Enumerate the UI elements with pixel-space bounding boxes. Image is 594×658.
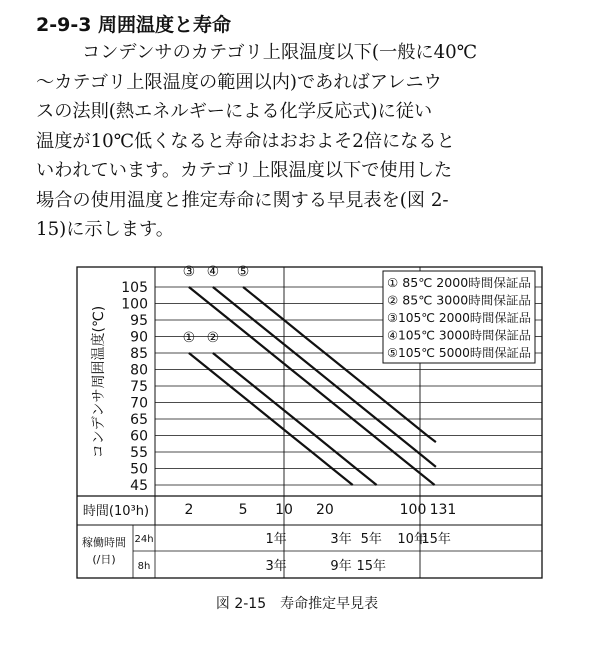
y-tick-label: 55 — [130, 445, 148, 461]
paragraph-line: 温度が10℃低くなると寿命はおおよそ2倍になると — [36, 130, 455, 152]
secondary-tick-label: 3年 — [265, 559, 287, 574]
secondary-tick-label: 1年 — [265, 532, 287, 547]
y-tick-label: 60 — [130, 428, 148, 445]
paragraph-line: 場合の使用温度と推定寿命に関する早見表を(図 2- — [36, 189, 449, 211]
secondary-tick-label: 5年 — [360, 532, 382, 547]
secondary-tick-label: 9年 — [330, 559, 352, 574]
y-tick-label: 100 — [121, 296, 148, 313]
section-heading: 2-9-3 周囲温度と寿命 — [36, 14, 232, 36]
paragraph-line: ～カテゴリ上限温度の範囲以内)であればアレニウ — [36, 71, 442, 93]
y-tick-label: 105 — [121, 280, 148, 296]
secondary-row-label: 8h — [137, 561, 151, 572]
y-tick-label: 45 — [130, 478, 148, 494]
y-tick-label: 95 — [130, 313, 148, 329]
secondary-tick-label: 15年 — [421, 532, 451, 547]
y-tick-label: 70 — [130, 395, 148, 412]
figure-caption: 図 2-15 寿命推定早見表 — [215, 596, 379, 612]
series-marker: ① — [182, 330, 196, 346]
paragraph-line: いわれています。カテゴリ上限温度以下で使用した — [36, 160, 453, 181]
x-tick-label: 10 — [275, 502, 293, 518]
series-marker: ④ — [206, 264, 220, 280]
paragraph-line: 15)に示します。 — [36, 219, 174, 240]
secondary-row-label: 24h — [134, 534, 154, 545]
x-tick-label: 20 — [316, 502, 334, 518]
y-tick-label: 75 — [130, 379, 148, 395]
series-marker: ② — [206, 330, 220, 346]
series-marker: ③ — [182, 264, 196, 280]
secondary-axis-label: (/日) — [92, 553, 116, 566]
paragraph-line: スの法則(熱エネルギーによる化学反応式)に従い — [36, 101, 433, 122]
legend-entry: ④105℃ 3000時間保証品 — [387, 328, 529, 343]
legend-entry: ③105℃ 2000時間保証品 — [387, 311, 529, 325]
y-tick-label: 50 — [130, 461, 148, 478]
x-tick-label: 2 — [184, 502, 194, 518]
x-tick-label: 5 — [238, 502, 248, 518]
legend-entry: ⑤105℃ 5000時間保証品 — [387, 346, 529, 360]
x-tick-label: 131 — [429, 502, 457, 518]
y-tick-label: 90 — [130, 329, 148, 346]
secondary-tick-label: 10年 — [397, 532, 427, 547]
x-axis-label: 時間(10³h) — [82, 504, 150, 519]
secondary-tick-label: 15年 — [356, 559, 387, 574]
secondary-tick-label: 3年 — [330, 532, 352, 547]
paragraph-line: コンデンサのカテゴリ上限温度以下(一般に40℃ — [82, 42, 478, 63]
y-tick-label: 65 — [130, 412, 148, 428]
x-tick-label: 100 — [399, 502, 427, 518]
y-tick-label: 85 — [130, 346, 148, 362]
secondary-axis-label: 稼働時間 — [82, 536, 126, 549]
y-axis-label: コンデンサ周囲温度(℃) — [91, 305, 107, 459]
y-tick-label: 80 — [130, 362, 148, 379]
legend-entry: ② 85℃ 3000時間保証品 — [387, 293, 525, 308]
series-marker: ⑤ — [236, 264, 250, 280]
legend-entry: ① 85℃ 2000時間保証品 — [387, 276, 525, 290]
